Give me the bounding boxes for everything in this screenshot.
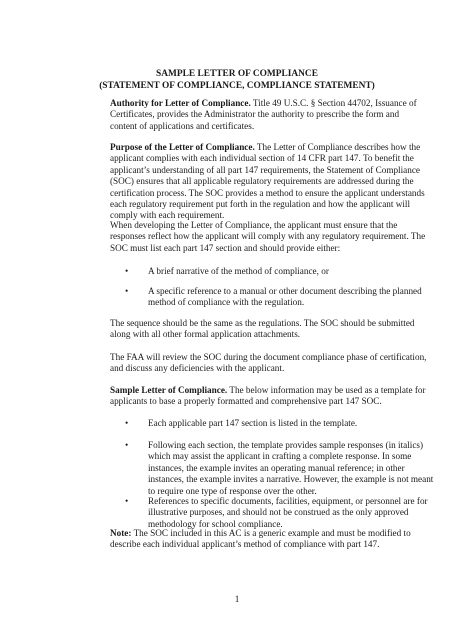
list-item-text: References to specific documents, facilities, equipment, or personnel are for illustrative purposes, and should not be construed as the only approved methodology for school compliance. xyxy=(148,496,428,529)
list-item-text: Following each section, the template provides sample responses (in italics) which may assist the applicant in crafting a complete response. In some instances, the example invites an operating manual reference; in other instances, the example invites a narrative. However, the example is not meant to require one type of response over the other. xyxy=(148,440,434,496)
purpose-text: The Letter of Compliance describes how the applicant complies with each individual section of 14 CFR part 147. To benefit the applicant’s understanding of all part 147 requirements, the Statement of Compliance (SOC) ensures that all applicable regulatory requirements are addressed during the certification process. The SOC provides a method to ensure the applicant understands each regulatory requirement put forth in the regulation and how the applicant will comply with each requirement. xyxy=(110,142,425,221)
bullet-icon: • xyxy=(125,440,129,450)
list-item-text: A brief narrative of the method of compliance, or xyxy=(148,266,329,276)
authority-heading: Authority for Letter of Compliance. xyxy=(110,98,251,108)
purpose-heading: Purpose of the Letter of Compliance. xyxy=(110,142,255,152)
bullet-icon: • xyxy=(125,418,129,428)
title-line-1: SAMPLE LETTER OF COMPLIANCE xyxy=(156,69,318,79)
sequence-paragraph: The sequence should be the same as the regulations. The SOC should be submitted along with all other formal application attachments. xyxy=(110,318,415,340)
sample-heading: Sample Letter of Compliance. xyxy=(110,385,228,395)
title-line-2: (STATEMENT OF COMPLIANCE, COMPLIANCE STATEMENT) xyxy=(99,80,375,91)
bullet-icon: • xyxy=(125,266,129,276)
list-item-text: A specific reference to a manual or other document describing the planned method of compliance with the regulation. xyxy=(148,286,422,308)
sample-paragraph xyxy=(110,385,428,408)
bullet-icon: • xyxy=(125,496,129,506)
document-title xyxy=(0,69,474,92)
page-number: 1 xyxy=(234,594,240,604)
authority-text: Title 49 U.S.C. § Section 44702, Issuance of Certificates, provides the Administrator the authority to prescribe the form and content of applications and certificates. xyxy=(110,98,417,131)
purpose-paragraph xyxy=(110,142,428,222)
note-heading: Note: xyxy=(110,528,132,538)
authority-paragraph xyxy=(110,98,428,132)
note-paragraph xyxy=(110,528,428,551)
faa-paragraph: The FAA will review the SOC during the document compliance phase of certification, and discuss any deficiencies with the applicant. xyxy=(110,352,427,374)
bullet-icon: • xyxy=(125,286,129,296)
developing-paragraph: When developing the Letter of Compliance, the applicant must ensure that the responses reflect how the applicant will comply with any regulatory requirement. The SOC must list each part 147 section and should provide either: xyxy=(110,220,426,253)
sample-text: The below information may be used as a template for applicants to base a properly formatted and comprehensive part 147 SOC. xyxy=(110,385,426,407)
note-text: The SOC included in this AC is a generic example and must be modified to describe each individual applicant’s method of compliance with part 147. xyxy=(110,528,411,550)
list-item-text: Each applicable part 147 section is listed in the template. xyxy=(148,418,358,428)
